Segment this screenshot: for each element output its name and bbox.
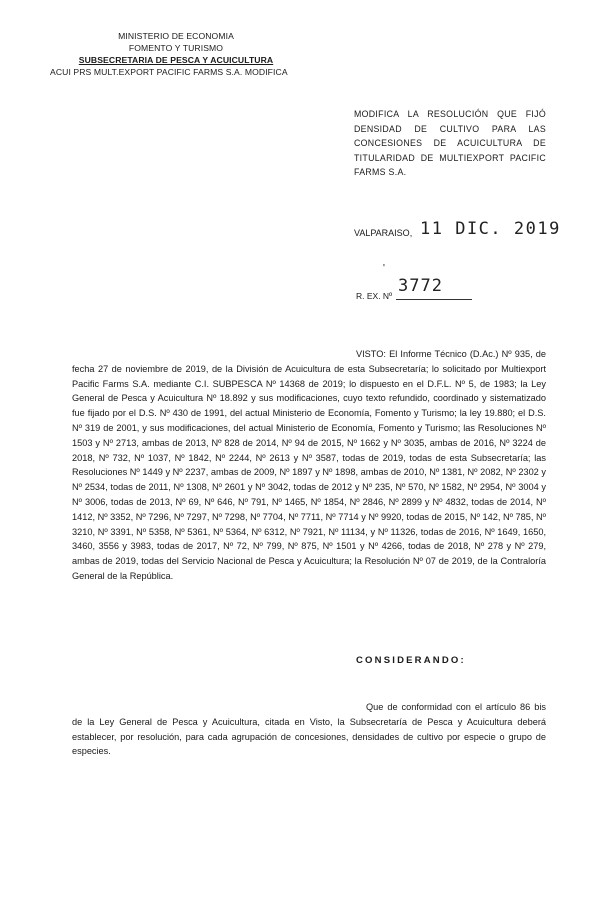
considerando-paragraph: Que de conformidad con el artículo 86 bis de la Ley General de Pesca y Acuicultura, citada en Visto, la Subsecretaría de Pesca y Acuicultura deberá establecer, por resolución, para cada agrupación de concesiones, densidades de cultivo por especie o grupo de especies.	[72, 702, 546, 757]
file-reference: ACUI PRS MULT.EXPORT PACIFIC FARMS S.A. MODIFICA	[50, 67, 288, 77]
rex-underline	[396, 299, 472, 300]
considerando-heading: CONSIDERANDO:	[356, 655, 466, 666]
place-label: VALPARAISO,	[354, 228, 413, 238]
resolution-subject: MODIFICA LA RESOLUCIÓN QUE FIJÓ DENSIDAD DE CULTIVO PARA LAS CONCESIONES DE ACUICULTURA DE TITULARIDAD DE MULTIEXPORT PACIFIC FARMS S.A.	[354, 109, 546, 177]
ministry-subname: FOMENTO Y TURISMO	[128, 43, 224, 53]
rex-number: 3772	[398, 276, 443, 296]
tick-mark: '	[383, 263, 385, 274]
ministry-name: MINISTERIO DE ECONOMIA	[118, 31, 234, 41]
undersecretariat-name: SUBSECRETARIA DE PESCA Y ACUICULTURA	[78, 55, 274, 65]
issuer-header	[46, 30, 306, 78]
rex-label: R. EX. Nº	[356, 291, 393, 301]
visto-paragraph: VISTO: El Informe Técnico (D.Ac.) Nº 935, de fecha 27 de noviembre de 2019, de la División de Acuicultura de esta Subsecretaría; lo solicitado por Multiexport Pacific Farms S.A. mediante C.I. SUBPESCA Nº 14368 de 2019; lo dispuesto en el D.F.L. Nº 5, de 1983; la Ley General de Pesca y Acuicultura Nº 18.892 y sus modificaciones, cuyo texto refundido, coordinado y sistematizado fue fijado por el D.S. Nº 430 de 1991, del actual Ministerio de Economía, Fomento y Turismo; la ley 19.880; el D.S. Nº 319 de 2001, y sus modificaciones, del actual Ministerio de Economía, Fomento y Turismo; las Resoluciones Nº 1503 y Nº 2713, ambas de 2013, Nº 828 de 2014, Nº 94 de 2015, Nº 1662 y Nº 3035, ambas de 2016, Nº 3224 de 2018, Nº 732, Nº 1037, Nº 1842, Nº 2244, Nº 2613 y Nº 3587, todas de 2019, todas de esta Subsecretaría; las Resoluciones Nº 1449 y Nº 2237, ambas de 2009, Nº 1897 y Nº 1898, ambas de 2010, Nº 1381, Nº 2082, Nº 2302 y Nº 2534, todas de 2011, Nº 1308, Nº 2601 y Nº 3042, todas de 2012 y Nº 235, Nº 570, Nº 1582, Nº 2954, Nº 3004 y Nº 3006, todas de 2013, Nº 69, Nº 646, Nº 791, Nº 1465, Nº 1854, Nº 2846, Nº 2899 y Nº 4832, todas de 2014, Nº 1412, Nº 3352, Nº 7296, Nº 7297, Nº 7298, Nº 7704, Nº 7711, Nº 7714 y Nº 9920, todas de 2015, Nº 142, Nº 785, Nº 3210, Nº 3391, Nº 5358, Nº 5361, Nº 5364, Nº 6312, Nº 7921, Nº 11134, y Nº 11326, todas de 2016, Nº 1649, 1650, 3460, 3556 y 3983, todas de 2017, Nº 72, Nº 799, Nº 875, Nº 1501 y Nº 4266, todas de 2018, Nº 278 y Nº 279, ambas de 2019, todas del Servicio Nacional de Pesca y Acuicultura; la Resolución Nº 07 de 2019, de la Contraloría General de la República.	[72, 349, 546, 581]
date-stamp: 11 DIC. 2019	[420, 219, 561, 239]
